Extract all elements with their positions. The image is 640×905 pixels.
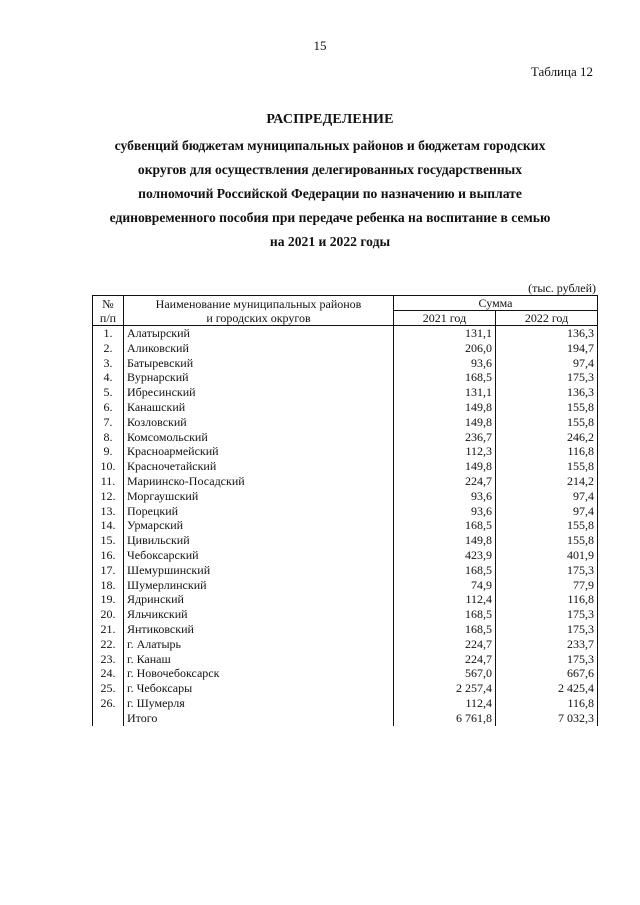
row-number: 25. — [93, 681, 124, 696]
district-name: Порецкий — [124, 504, 394, 519]
value-2022: 155,8 — [496, 415, 598, 430]
district-name: Батыревский — [124, 356, 394, 371]
value-2021: 112,4 — [394, 592, 496, 607]
value-2021: 149,8 — [394, 533, 496, 548]
value-2022: 97,4 — [496, 489, 598, 504]
row-number: 12. — [93, 489, 124, 504]
row-number: 15. — [93, 533, 124, 548]
value-2021: 224,7 — [394, 637, 496, 652]
value-2022: 194,7 — [496, 341, 598, 356]
row-number: 13. — [93, 504, 124, 519]
district-name: г. Чебоксары — [124, 681, 394, 696]
header-number — [93, 296, 124, 326]
value-2021: 168,5 — [394, 518, 496, 533]
value-2021: 93,6 — [394, 489, 496, 504]
title-main: РАСПРЕДЕЛЕНИЕ — [266, 112, 394, 127]
row-number: 26. — [93, 696, 124, 711]
row-number: 8. — [93, 430, 124, 445]
district-name: Шемуршинский — [124, 563, 394, 578]
value-2021: 6 761,8 — [394, 711, 496, 726]
value-2022: 246,2 — [496, 430, 598, 445]
title-line: округов для осуществления делегированных государственных — [137, 162, 523, 177]
value-2022: 175,3 — [496, 563, 598, 578]
value-2022: 77,9 — [496, 578, 598, 593]
district-name: г. Алатырь — [124, 637, 394, 652]
district-name: г. Канаш — [124, 652, 394, 667]
header-name-line1: Наименование муниципальных районов — [155, 296, 362, 311]
district-name: Красноармейский — [124, 444, 394, 459]
header-name-line2: и городских округов — [206, 310, 311, 325]
table-row — [93, 444, 598, 459]
row-number: 1. — [93, 326, 124, 341]
value-2021: 168,5 — [394, 607, 496, 622]
table-row — [93, 578, 598, 593]
value-2021: 236,7 — [394, 430, 496, 445]
title-line: полномочий Российской Федерации по назначению и выплате — [138, 186, 522, 201]
value-2021: 567,0 — [394, 666, 496, 681]
value-2022: 97,4 — [496, 504, 598, 519]
title-line: на 2021 и 2022 годы — [269, 234, 391, 249]
table-label: Таблица 12 — [530, 64, 593, 79]
value-2021: 2 257,4 — [394, 681, 496, 696]
table-row — [93, 415, 598, 430]
value-2021: 149,8 — [394, 459, 496, 474]
row-number: 16. — [93, 548, 124, 563]
district-name: Моргаушский — [124, 489, 394, 504]
value-2021: 93,6 — [394, 504, 496, 519]
value-2021: 93,6 — [394, 356, 496, 371]
row-number: 10. — [93, 459, 124, 474]
value-2021: 224,7 — [394, 474, 496, 489]
row-number: 7. — [93, 415, 124, 430]
value-2022: 175,3 — [496, 652, 598, 667]
value-2021: 131,1 — [394, 385, 496, 400]
value-2021: 206,0 — [394, 341, 496, 356]
row-number: 24. — [93, 666, 124, 681]
header-number-line1: № — [102, 296, 114, 311]
district-name: Козловский — [124, 415, 394, 430]
value-2021: 423,9 — [394, 548, 496, 563]
table-row — [93, 681, 598, 696]
value-2022: 136,3 — [496, 385, 598, 400]
table-row — [93, 326, 598, 341]
value-2021: 224,7 — [394, 652, 496, 667]
district-name: Яльчикский — [124, 607, 394, 622]
district-name: г. Шумерля — [124, 696, 394, 711]
value-2022: 116,8 — [496, 592, 598, 607]
row-number: 4. — [93, 370, 124, 385]
row-number: 23. — [93, 652, 124, 667]
table-row — [93, 430, 598, 445]
row-number: 21. — [93, 622, 124, 637]
value-2022: 214,2 — [496, 474, 598, 489]
value-2021: 168,5 — [394, 622, 496, 637]
district-name: Янтиковский — [124, 622, 394, 637]
table-row — [93, 370, 598, 385]
district-name: Ядринский — [124, 592, 394, 607]
row-number: 11. — [93, 474, 124, 489]
row-number: 17. — [93, 563, 124, 578]
district-name: Урмарский — [124, 518, 394, 533]
table-row — [93, 504, 598, 519]
value-2022: 116,8 — [496, 444, 598, 459]
value-2022: 155,8 — [496, 400, 598, 415]
district-name: Алатырский — [124, 326, 394, 341]
value-2021: 112,4 — [394, 696, 496, 711]
value-2022: 175,3 — [496, 607, 598, 622]
value-2022: 136,3 — [496, 326, 598, 341]
header-name — [124, 296, 394, 326]
value-2022: 155,8 — [496, 518, 598, 533]
value-2022: 667,6 — [496, 666, 598, 681]
value-2021: 168,5 — [394, 563, 496, 578]
value-2022: 2 425,4 — [496, 681, 598, 696]
value-2022: 175,3 — [496, 622, 598, 637]
table-row — [93, 385, 598, 400]
page-number: 15 — [313, 38, 327, 53]
table-row — [93, 563, 598, 578]
row-number: 20. — [93, 607, 124, 622]
table-row — [93, 489, 598, 504]
table-row — [93, 548, 598, 563]
row-number — [93, 711, 124, 726]
value-2021: 112,3 — [394, 444, 496, 459]
value-2021: 149,8 — [394, 415, 496, 430]
value-2022: 401,9 — [496, 548, 598, 563]
value-2021: 131,1 — [394, 326, 496, 341]
district-name: Ибресинский — [124, 385, 394, 400]
table-row — [93, 666, 598, 681]
table-row — [93, 652, 598, 667]
district-name: Шумерлинский — [124, 578, 394, 593]
district-name: Итого — [124, 711, 394, 726]
table-row — [93, 711, 598, 726]
district-name: Чебоксарский — [124, 548, 394, 563]
district-name: Красночетайский — [124, 459, 394, 474]
district-name: Вурнарский — [124, 370, 394, 385]
value-2022: 155,8 — [496, 459, 598, 474]
table-body — [93, 326, 598, 726]
table-row — [93, 696, 598, 711]
value-2022: 155,8 — [496, 533, 598, 548]
value-2021: 74,9 — [394, 578, 496, 593]
row-number: 19. — [93, 592, 124, 607]
header-year-2021: 2021 год — [394, 311, 496, 326]
value-2022: 233,7 — [496, 637, 598, 652]
header-year-2022: 2022 год — [496, 311, 598, 326]
value-2022: 175,3 — [496, 370, 598, 385]
row-number: 18. — [93, 578, 124, 593]
row-number: 2. — [93, 341, 124, 356]
district-name: г. Новочебоксарск — [124, 666, 394, 681]
district-name: Мариинско-Посадский — [124, 474, 394, 489]
row-number: 9. — [93, 444, 124, 459]
table-header — [93, 296, 598, 326]
district-name: Аликовский — [124, 341, 394, 356]
table-row — [93, 533, 598, 548]
title-line: субвенций бюджетам муниципальных районов и бюджетам городских — [114, 138, 546, 153]
value-2022: 97,4 — [496, 356, 598, 371]
table-row — [93, 341, 598, 356]
table-row — [93, 592, 598, 607]
table-row — [93, 356, 598, 371]
district-name: Канашский — [124, 400, 394, 415]
row-number: 5. — [93, 385, 124, 400]
district-name: Цивильский — [124, 533, 394, 548]
table-row — [93, 474, 598, 489]
table-row — [93, 622, 598, 637]
header-number-line2: п/п — [99, 310, 117, 325]
row-number: 3. — [93, 356, 124, 371]
table-row — [93, 607, 598, 622]
row-number: 14. — [93, 518, 124, 533]
table-row — [93, 400, 598, 415]
row-number: 22. — [93, 637, 124, 652]
table-row — [93, 637, 598, 652]
units-note: (тыс. рублей) — [528, 281, 596, 295]
value-2022: 116,8 — [496, 696, 598, 711]
title-line: единовременного пособия при передаче ребенка на воспитание в семью — [109, 210, 551, 225]
value-2021: 149,8 — [394, 400, 496, 415]
table-row — [93, 459, 598, 474]
table-row — [93, 518, 598, 533]
value-2022: 7 032,3 — [496, 711, 598, 726]
value-2021: 168,5 — [394, 370, 496, 385]
document-title — [60, 112, 600, 254]
district-name: Комсомольский — [124, 430, 394, 445]
header-sum: Сумма — [394, 296, 598, 311]
row-number: 6. — [93, 400, 124, 415]
subvention-table — [92, 295, 598, 726]
